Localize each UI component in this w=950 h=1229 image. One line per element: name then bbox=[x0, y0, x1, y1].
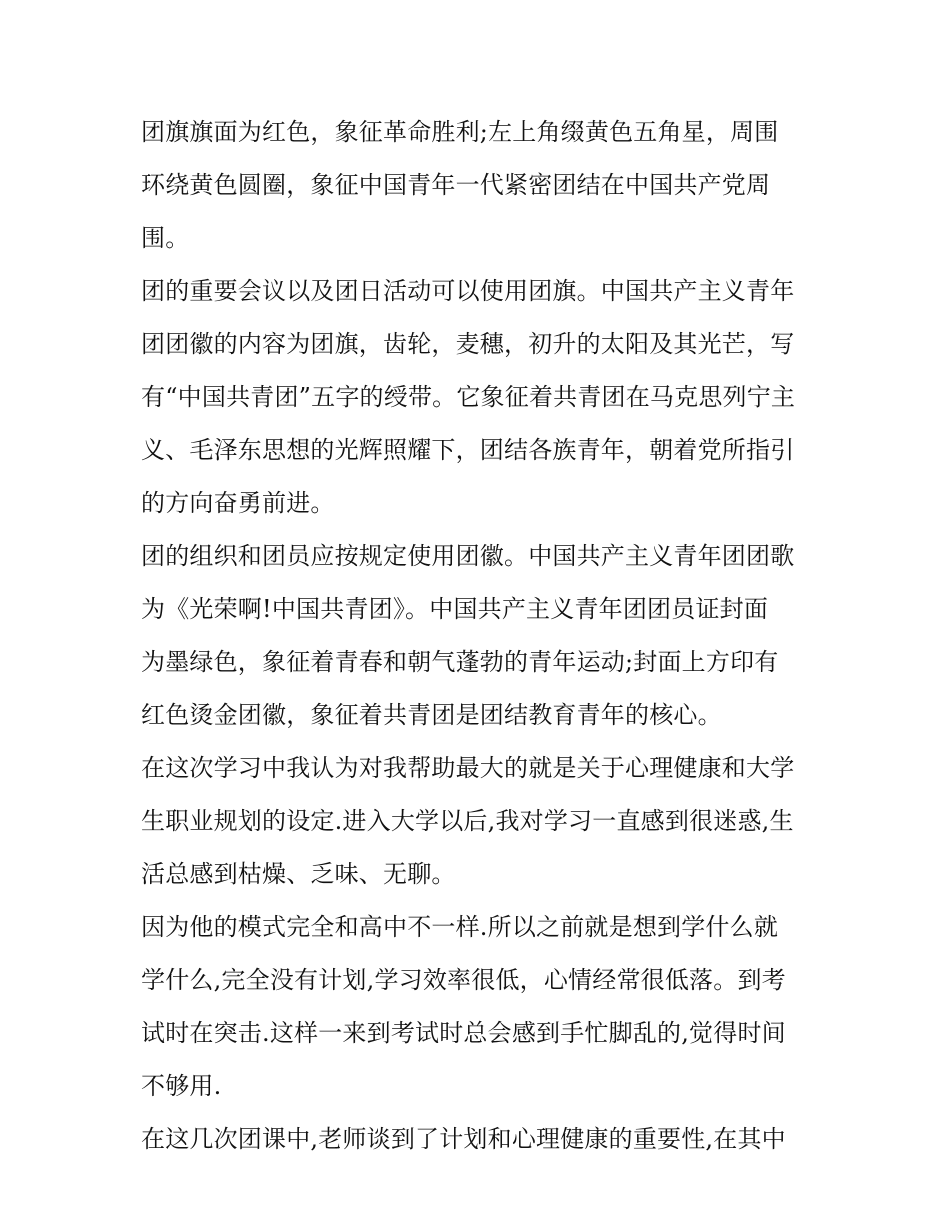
document-body bbox=[141, 106, 821, 1166]
text-line: 围。 bbox=[141, 224, 190, 252]
text-line: 团旗旗面为红色，象征革命胜利;左上角缀黄色五角星，周围 bbox=[141, 118, 779, 146]
text-line: 环绕黄色圆圈，象征中国青年一代紧密团结在中国共产党周 bbox=[141, 171, 771, 199]
text-line: 在这次学习中我认为对我帮助最大的就是关于心理健康和大学 bbox=[141, 754, 795, 782]
text-line: 因为他的模式完全和高中不一样.所以之前就是想到学什么就 bbox=[141, 913, 779, 941]
text-line: 义、毛泽东思想的光辉照耀下，团结各族青年，朝着党所指引 bbox=[141, 436, 795, 464]
text-line: 团团徽的内容为团旗，齿轮，麦穗，初升的太阳及其光芒，写 bbox=[141, 330, 795, 358]
text-line: 红色烫金团徽，象征着共青团是团结教育青年的核心。 bbox=[141, 701, 722, 729]
text-line: 为墨绿色，象征着青春和朝气蓬勃的青年运动;封面上方印有 bbox=[141, 648, 779, 676]
text-line: 不够用. bbox=[141, 1072, 222, 1100]
text-line: 有“中国共青团”五字的绶带。它象征着共青团在马克思列宁主 bbox=[141, 383, 796, 411]
text-line: 在这几次团课中,老师谈到了计划和心理健康的重要性,在其中 bbox=[141, 1125, 786, 1153]
text-line: 的方向奋勇前进。 bbox=[141, 489, 335, 517]
text-line: 为《光荣啊!中国共青团》。中国共产主义青年团团员证封面 bbox=[141, 595, 769, 623]
text-line: 生职业规划的设定.进入大学以后,我对学习一直感到很迷惑,生 bbox=[141, 807, 794, 835]
text-line: 学什么,完全没有计划,学习效率很低，心情经常很低落。到考 bbox=[141, 966, 786, 994]
text-line: 团的重要会议以及团日活动可以使用团旗。中国共产主义青年 bbox=[141, 277, 795, 305]
text-line: 试时在突击.这样一来到考试时总会感到手忙脚乱的,觉得时间 bbox=[141, 1019, 786, 1047]
text-line: 团的组织和团员应按规定使用团徽。中国共产主义青年团团歌 bbox=[141, 542, 795, 570]
text-line: 活总感到枯燥、乏味、无聊。 bbox=[141, 860, 456, 888]
